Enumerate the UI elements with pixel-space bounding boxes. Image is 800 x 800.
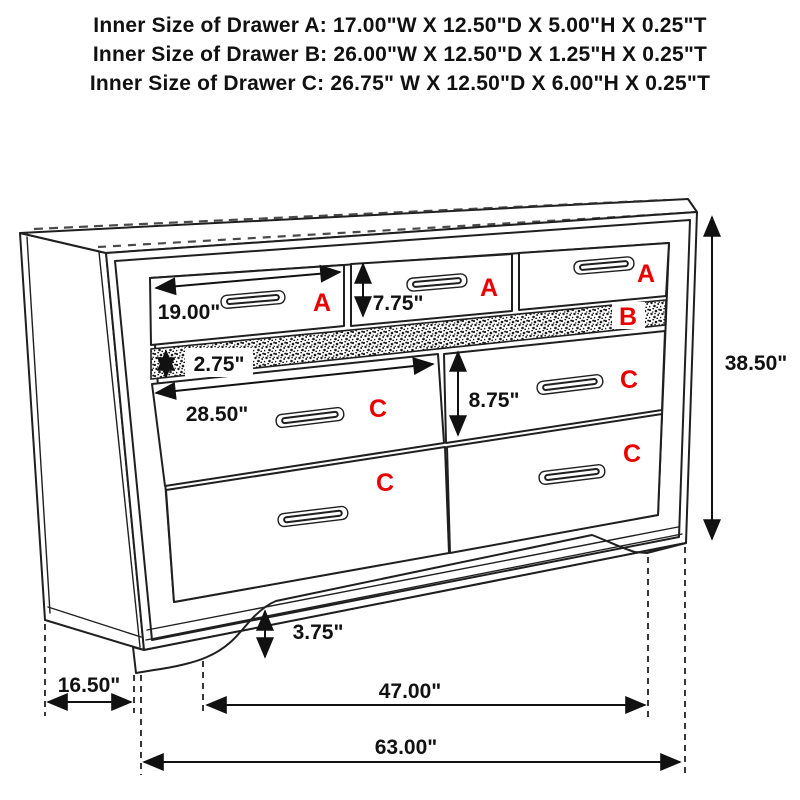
drawer-c-top-left-letter: C <box>368 395 388 423</box>
drawer-c-bottom-left-letter: C <box>375 469 395 497</box>
drawer-a3-letter: A <box>636 260 656 288</box>
drawer-b-letter: B <box>618 303 638 331</box>
dim-drawer-c-width-label: 28.50" <box>185 403 249 426</box>
dim-overall-height-label: 38.50" <box>724 352 788 375</box>
dim-overall-width-label: 63.00" <box>374 736 438 759</box>
drawer-a1-letter: A <box>312 289 332 317</box>
title-line-drawer-c: Inner Size of Drawer C: 26.75" W X 12.50"D X 6.00"H X 0.25"T <box>89 72 711 95</box>
title-line-drawer-b: Inner Size of Drawer B: 26.00"W X 12.50"D X 1.25"H X 0.25"T <box>92 43 708 66</box>
title-line-drawer-a: Inner Size of Drawer A: 17.00"W X 12.50"D X 5.00"H X 0.25"T <box>93 14 707 37</box>
dim-drawer-a-height-label: 7.75" <box>372 292 424 315</box>
drawer-a2-letter: A <box>479 274 499 302</box>
dim-foot-height-label: 3.75" <box>292 621 344 644</box>
dim-between-legs-label: 47.00" <box>378 680 442 703</box>
dim-side-depth-label: 16.50" <box>57 674 121 697</box>
drawer-c-top-right-letter: C <box>619 366 639 394</box>
dim-drawer-c-height-label: 8.75" <box>468 389 520 412</box>
dim-drawer-a-width-label: 19.00" <box>157 301 221 324</box>
dim-band-b-height-label: 2.75" <box>193 353 245 376</box>
drawer-c-bottom-right-letter: C <box>622 440 642 468</box>
